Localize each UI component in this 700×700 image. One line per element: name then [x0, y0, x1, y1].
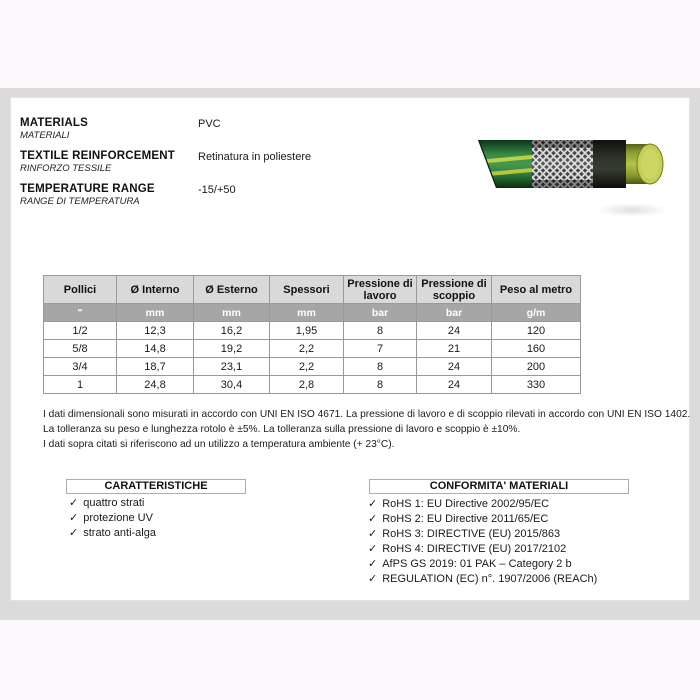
materials-spec-list	[20, 117, 480, 216]
table-cell: 3/4	[44, 358, 117, 376]
table-cell: 1/2	[44, 322, 117, 340]
table-cell: 24	[417, 358, 492, 376]
table-cell: 24,8	[117, 376, 194, 394]
hose-product-image	[466, 139, 666, 189]
caratteristiche-list	[69, 496, 156, 541]
table-cell: 5/8	[44, 340, 117, 358]
inner-tube-end-face	[637, 144, 663, 184]
spec-value: -15/+50	[198, 184, 236, 196]
checklist-item	[69, 496, 156, 511]
checklist-item	[368, 572, 597, 587]
note-line: I dati sopra citati si riferiscono ad un utilizzo a temperatura ambiente (+ 23°C).	[43, 439, 395, 450]
table-cell: 24	[417, 322, 492, 340]
column-unit: bar	[344, 304, 417, 322]
table-row	[44, 358, 581, 376]
caratteristiche-title-box	[66, 479, 246, 494]
spec-row	[20, 183, 480, 207]
table-header-row	[44, 276, 581, 304]
column-unit: mm	[117, 304, 194, 322]
table-cell: 160	[492, 340, 581, 358]
table-row	[44, 376, 581, 394]
column-header: Pressione di scoppio	[417, 276, 492, 304]
green-outer-layer	[477, 140, 532, 188]
checklist-item	[69, 511, 156, 526]
spec-label-en: MATERIALS	[20, 117, 89, 129]
table-cell: 16,2	[194, 322, 270, 340]
textile-mesh-layer	[532, 140, 593, 188]
spec-label-it: RINFORZO TESSILE	[20, 163, 112, 174]
checklist-item	[368, 497, 597, 512]
table-cell: 18,7	[117, 358, 194, 376]
dimensions-table	[43, 275, 581, 394]
spec-label-en: TEXTILE REINFORCEMENT	[20, 150, 175, 162]
table-cell: 2,2	[270, 340, 344, 358]
checklist-item	[368, 542, 597, 557]
column-unit: mm	[194, 304, 270, 322]
table-row	[44, 322, 581, 340]
spec-row	[20, 117, 480, 141]
table-cell: 330	[492, 376, 581, 394]
image-shadow	[596, 203, 668, 217]
checklist-item-label: REGULATION (EC) n°. 1907/2006 (REACh)	[382, 573, 598, 585]
column-unit: bar	[417, 304, 492, 322]
table-cell: 2,8	[270, 376, 344, 394]
checklist-item	[368, 512, 597, 527]
checkmark-icon: ✓	[368, 513, 378, 525]
spec-label-it: MATERIALI	[20, 130, 70, 141]
caratteristiche-title: CARATTERISTICHE	[104, 480, 208, 492]
notes-block	[43, 407, 690, 452]
checkmark-icon: ✓	[69, 512, 79, 524]
column-header: Pressione di lavoro	[344, 276, 417, 304]
conformita-title: CONFORMITA' MATERIALI	[429, 480, 569, 492]
checklist-item-label: RoHS 3: DIRECTIVE (EU) 2015/863	[382, 528, 561, 540]
spec-value: Retinatura in poliestere	[198, 151, 312, 163]
checklist-item	[368, 557, 597, 572]
checkmark-icon: ✓	[368, 543, 378, 555]
checkmark-icon: ✓	[368, 558, 378, 570]
column-header: Spessori	[270, 276, 344, 304]
checkmark-icon: ✓	[368, 498, 378, 510]
note-line: La tolleranza su peso e lunghezza rotolo è ±5%. La tolleranza sulla pressione di lavoro e scoppio è ±10%.	[43, 424, 521, 435]
column-header: Peso al metro	[492, 276, 581, 304]
column-header: Pollici	[44, 276, 117, 304]
table-cell: 2,2	[270, 358, 344, 376]
table-cell: 14,8	[117, 340, 194, 358]
table-cell: 8	[344, 322, 417, 340]
checklist-item-label: AfPS GS 2019: 01 PAK – Category 2 b	[382, 558, 572, 570]
checklist-item	[69, 526, 156, 541]
table-cell: 30,4	[194, 376, 270, 394]
spec-label-it: RANGE DI TEMPERATURA	[20, 196, 140, 207]
table-cell: 12,3	[117, 322, 194, 340]
table-cell: 23,1	[194, 358, 270, 376]
table-cell: 24	[417, 376, 492, 394]
checkmark-icon: ✓	[69, 497, 79, 509]
column-unit: mm	[270, 304, 344, 322]
table-cell: 21	[417, 340, 492, 358]
table-body	[44, 322, 581, 394]
checkmark-icon: ✓	[69, 527, 79, 539]
checklist-item-label: RoHS 1: EU Directive 2002/95/EC	[382, 498, 550, 510]
checklist-item-label: RoHS 4: DIRECTIVE (EU) 2017/2102	[382, 543, 567, 555]
conformita-title-box	[369, 479, 629, 494]
table-cell: 200	[492, 358, 581, 376]
column-header: Ø Esterno	[194, 276, 270, 304]
checklist-item-label: RoHS 2: EU Directive 2011/65/EC	[382, 513, 549, 525]
table-cell: 8	[344, 376, 417, 394]
checklist-item-label: protezione UV	[83, 512, 153, 524]
conformita-list	[368, 497, 597, 587]
column-header: Ø Interno	[117, 276, 194, 304]
checklist-item-label: strato anti-alga	[83, 527, 156, 539]
hose-cutaway-illustration	[466, 139, 666, 189]
checklist-item-label: quattro strati	[83, 497, 145, 509]
checkmark-icon: ✓	[368, 573, 378, 585]
table-cell: 19,2	[194, 340, 270, 358]
column-unit: g/m	[492, 304, 581, 322]
note-line: I dati dimensionali sono misurati in accordo con UNI EN ISO 4671. La pressione di lavoro e di scoppio rilevati in accordo con UNI EN ISO 1402.	[43, 409, 691, 420]
black-pvc-layer	[593, 140, 626, 188]
table-cell: 1	[44, 376, 117, 394]
spec-value: PVC	[198, 118, 221, 130]
table-cell: 120	[492, 322, 581, 340]
column-unit: "	[44, 304, 117, 322]
spec-row	[20, 150, 480, 174]
table-cell: 7	[344, 340, 417, 358]
table-cell: 8	[344, 358, 417, 376]
spec-label-en: TEMPERATURE RANGE	[20, 183, 155, 195]
datasheet-page	[10, 97, 690, 601]
checklist-item	[368, 527, 597, 542]
checkmark-icon: ✓	[368, 528, 378, 540]
table-cell: 1,95	[270, 322, 344, 340]
table-row	[44, 340, 581, 358]
table-units-row	[44, 304, 581, 322]
